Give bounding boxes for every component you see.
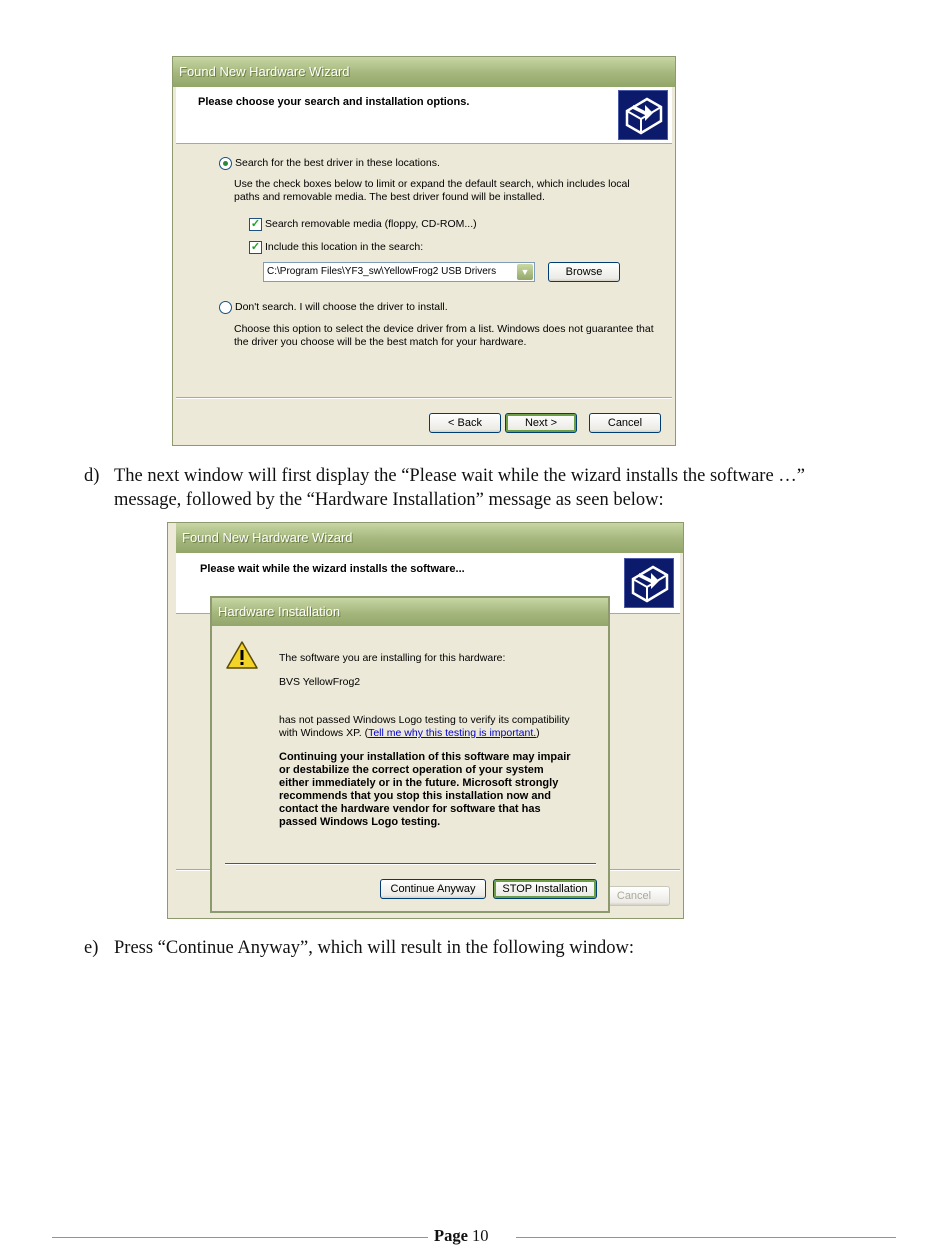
warning-icon [226, 640, 258, 670]
dialog-text-prefix: with Windows XP. ( [279, 727, 369, 739]
step-d-line: message, followed by the “Hardware Installation” message as seen below: [114, 490, 664, 510]
wizard-header-title: Please choose your search and installation options. [198, 96, 470, 108]
hardware-wizard-icon [624, 558, 674, 608]
include-location-checkbox[interactable]: ✓ [250, 241, 261, 253]
search-option-radio[interactable] [219, 157, 232, 170]
footer-rule-left [52, 1237, 428, 1238]
browse-button[interactable]: Browse [548, 262, 620, 282]
footer-rule-right [516, 1237, 896, 1238]
dialog-text-line: The software you are installing for this hardware: [279, 652, 506, 664]
dialog-text-suffix: ) [536, 727, 540, 739]
next-button[interactable]: Next > [505, 413, 577, 433]
warning-text-line: recommends that you stop this installation now and [279, 790, 551, 802]
page-label: Page [434, 1226, 468, 1245]
removable-media-label[interactable]: Search removable media (floppy, CD-ROM...) [265, 218, 477, 230]
search-description-line: paths and removable media. The best driver found will be installed. [234, 191, 545, 203]
page-number [434, 1226, 489, 1246]
device-name: BVS YellowFrog2 [279, 676, 361, 688]
warning-text-line: Continuing your installation of this software may impair [279, 751, 571, 763]
button-separator [176, 397, 672, 399]
location-path-value: C:\Program Files\YF3_sw\YellowFrog2 USB Drivers [267, 266, 497, 277]
logo-testing-link[interactable]: Tell me why this testing is important. [368, 727, 537, 739]
dont-search-label[interactable]: Don't search. I will choose the driver to install. [235, 301, 448, 313]
search-description-line: Use the check boxes below to limit or expand the default search, which includes local [234, 178, 630, 190]
dont-search-radio[interactable] [219, 301, 232, 314]
step-e-label: e) [84, 938, 99, 958]
search-option-label[interactable]: Search for the best driver in these locations. [235, 157, 440, 169]
back-button[interactable]: < Back [429, 413, 501, 433]
warning-text-line: or destabilize the correct operation of your system [279, 764, 544, 776]
wizard-title-bar: Found New Hardware Wizard [176, 523, 683, 553]
warning-text-block [279, 751, 571, 829]
dialog-title-bar: Hardware Installation [212, 598, 608, 626]
hardware-wizard-icon [618, 90, 668, 140]
location-path-combobox[interactable] [263, 262, 535, 282]
page-number-value: 10 [472, 1226, 489, 1245]
dont-search-description-line: the driver you choose will be the best match for your hardware. [234, 336, 527, 348]
step-e-line: Press “Continue Anyway”, which will result in the following window: [114, 938, 634, 958]
step-d-line: The next window will first display the “Please wait while the wizard installs the software …” [114, 466, 806, 486]
wizard-title-bar: Found New Hardware Wizard [173, 57, 675, 87]
cancel-button: Cancel [598, 886, 670, 906]
continue-anyway-button[interactable]: Continue Anyway [380, 879, 486, 899]
dont-search-description-line: Choose this option to select the device driver from a list. Windows does not guarantee that [234, 323, 654, 335]
warning-text-line: passed Windows Logo testing. [279, 816, 441, 828]
warning-text-line: contact the hardware vendor for software that has [279, 803, 541, 815]
removable-media-checkbox[interactable]: ✓ [250, 218, 261, 230]
wizard-header-title: Please wait while the wizard installs the software... [200, 563, 465, 575]
cancel-button[interactable]: Cancel [589, 413, 661, 433]
stop-installation-button[interactable]: STOP Installation [493, 879, 597, 899]
hardware-installation-dialog [210, 596, 610, 913]
dialog-separator [225, 863, 596, 865]
warning-text-line: either immediately or in the future. Microsoft strongly [279, 777, 559, 789]
include-location-label[interactable]: Include this location in the search: [265, 241, 424, 253]
chevron-down-icon[interactable]: ▼ [517, 264, 533, 280]
wizard-header [176, 87, 672, 144]
wizard-window-search-options [172, 56, 676, 446]
step-d-label: d) [84, 466, 100, 486]
dialog-text-line: has not passed Windows Logo testing to verify its compatibility [279, 714, 570, 726]
dialog-text-line [279, 727, 540, 739]
